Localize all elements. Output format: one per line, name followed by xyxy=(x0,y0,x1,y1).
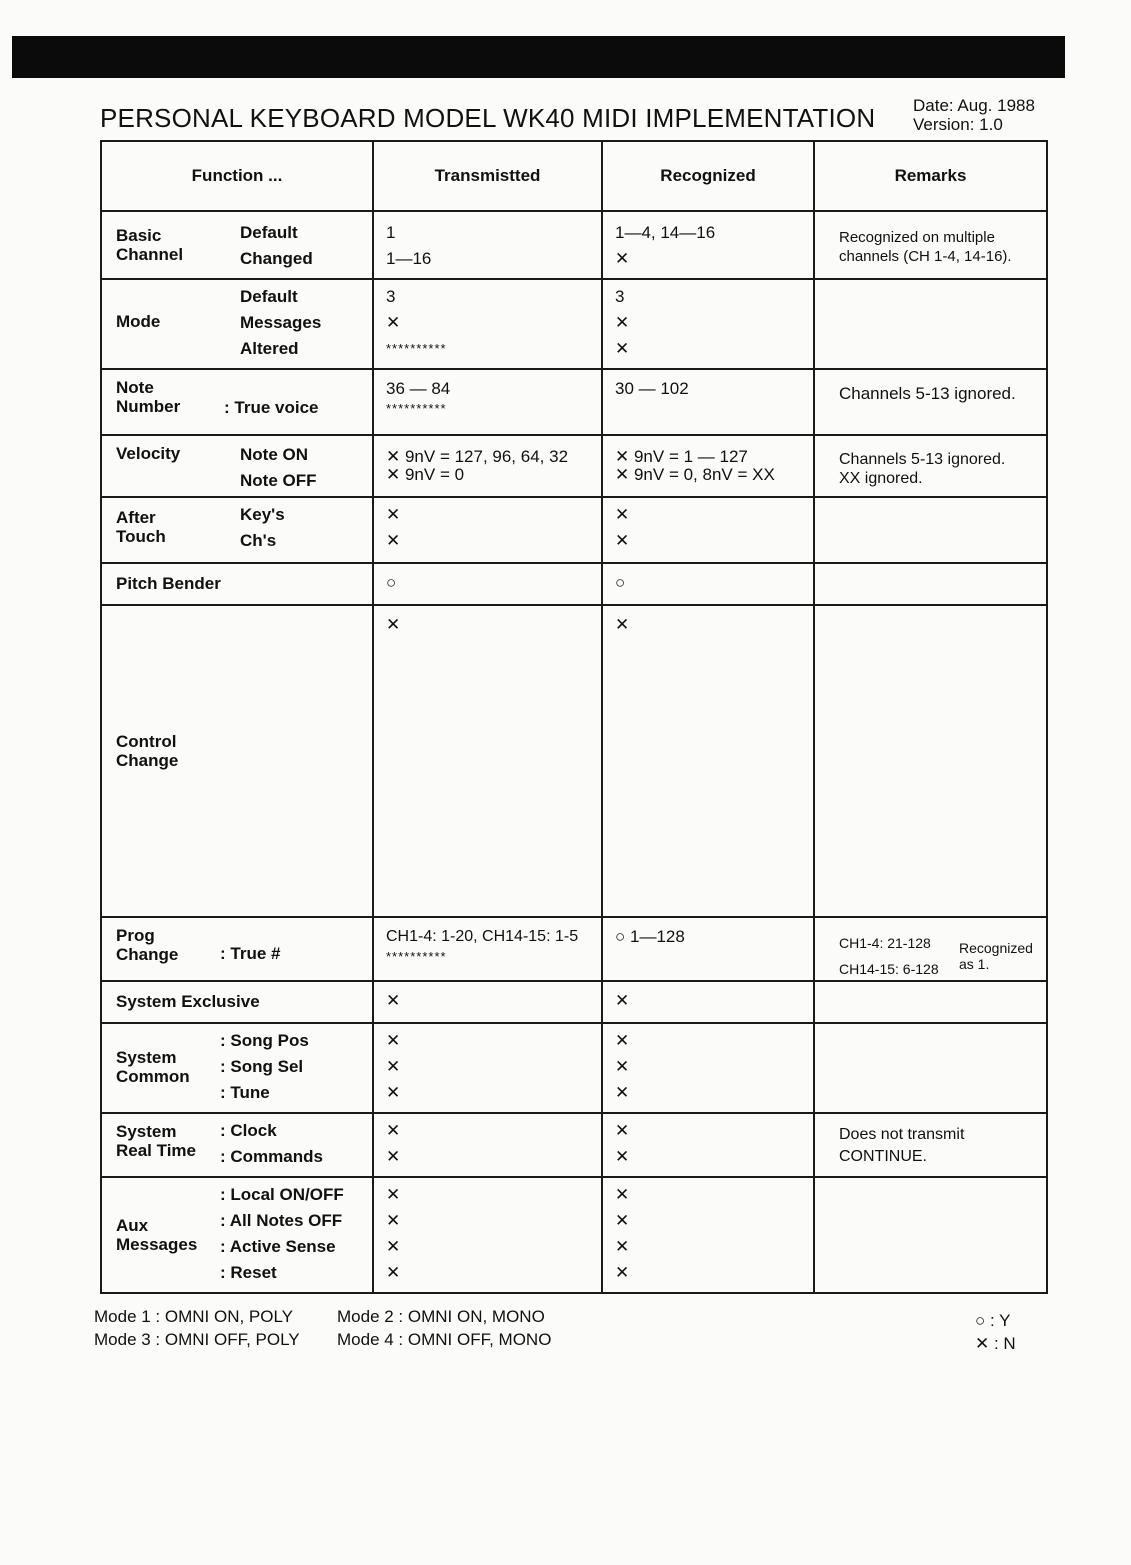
no-symbol: ✕ xyxy=(386,1147,401,1166)
page-title: PERSONAL KEYBOARD MODEL WK40 MIDI IMPLEMENTATION xyxy=(100,103,876,133)
no-symbol: ✕ xyxy=(615,505,630,524)
table-row-note-number xyxy=(101,369,1047,435)
mode-legend-left xyxy=(94,1305,300,1351)
yes-symbol: ○ xyxy=(615,573,626,592)
yes-symbol: ○ xyxy=(386,573,397,592)
mode-legend-right xyxy=(337,1305,551,1351)
no-symbol: ✕ xyxy=(615,991,630,1010)
sub-label: Default xyxy=(240,223,298,242)
no-symbol: ✕ xyxy=(386,505,401,524)
value-text: ✕ 9nV = 1 — 127 xyxy=(615,447,748,466)
date-label: Date: Aug. 1988 xyxy=(913,96,1035,115)
table-row-system-real-time xyxy=(101,1113,1047,1177)
function-cell xyxy=(101,497,373,563)
function-cell xyxy=(101,435,373,497)
sub-labels xyxy=(240,284,321,362)
table-row-system-exclusive xyxy=(101,981,1047,1023)
remarks-cell xyxy=(814,981,1047,1023)
table-row-velocity xyxy=(101,435,1047,497)
recognized-cell xyxy=(602,605,814,917)
row-label-prog-change: Prog Change xyxy=(116,926,179,964)
remarks-cell xyxy=(814,211,1047,279)
sub-label: Default xyxy=(240,287,298,306)
row-label-system-exclusive: System Exclusive xyxy=(116,992,260,1011)
no-symbol: ✕ xyxy=(615,313,630,332)
prog-recognized-note xyxy=(959,940,1033,972)
stars-text: ********** xyxy=(386,401,447,416)
no-symbol: ✕ xyxy=(615,615,630,634)
transmitted-cell xyxy=(373,369,602,435)
value-text: ✕ 9nV = 0 xyxy=(386,465,465,484)
sub-label: : Tune xyxy=(220,1083,270,1102)
function-cell xyxy=(101,605,373,917)
scan-header-bar xyxy=(12,36,1065,78)
recognized-cell xyxy=(602,917,814,981)
sub-label: : Clock xyxy=(220,1121,277,1140)
remark-text: XX ignored. xyxy=(839,470,923,487)
value-text: 30 — 102 xyxy=(615,379,689,398)
sub-label: Note OFF xyxy=(240,471,317,490)
no-symbol: ✕ xyxy=(615,1263,630,1282)
sub-label: : True voice xyxy=(224,398,319,417)
no-symbol: ✕ xyxy=(615,1121,630,1140)
no-symbol: ✕ xyxy=(386,1211,401,1230)
remarks-cell xyxy=(814,435,1047,497)
remark-text: Recognized xyxy=(959,940,1033,956)
table-row-system-common xyxy=(101,1023,1047,1113)
row-label-after-touch: After Touch xyxy=(116,508,166,546)
sub-labels xyxy=(220,1118,323,1170)
table-header-row xyxy=(101,141,1047,211)
function-cell xyxy=(101,1177,373,1293)
no-symbol: ✕ xyxy=(615,1031,630,1050)
remark-text: CH14-15: 6-128 xyxy=(839,961,939,977)
no-symbol: ✕ xyxy=(615,1237,630,1256)
transmitted-cell xyxy=(373,279,602,369)
remarks-cell xyxy=(814,369,1047,435)
stars-text: ********** xyxy=(386,341,447,356)
recognized-cell xyxy=(602,981,814,1023)
transmitted-cell xyxy=(373,211,602,279)
sub-label: Altered xyxy=(240,339,299,358)
column-header-function: Function ... xyxy=(101,141,373,211)
row-label-system-real-time: System Real Time xyxy=(116,1122,197,1160)
value-text: ○ 1—128 xyxy=(615,927,685,946)
recognized-cell xyxy=(602,211,814,279)
transmitted-cell xyxy=(373,981,602,1023)
remarks-cell xyxy=(814,1177,1047,1293)
no-symbol: ✕ xyxy=(386,1185,401,1204)
remarks-cell xyxy=(814,1023,1047,1113)
column-header-remarks: Remarks xyxy=(814,141,1047,211)
value-text: ✕ 9nV = 0, 8nV = XX xyxy=(615,465,775,484)
legend-yes: ○ : Y xyxy=(975,1311,1011,1330)
table-row-mode xyxy=(101,279,1047,369)
sub-label: Ch's xyxy=(240,531,277,550)
row-label-velocity: Velocity xyxy=(116,444,181,463)
value-text: CH1-4: 1-20, CH14-15: 1-5 xyxy=(386,928,579,945)
no-symbol: ✕ xyxy=(386,1237,401,1256)
transmitted-cell xyxy=(373,1177,602,1293)
function-cell xyxy=(101,917,373,981)
remarks-cell xyxy=(814,563,1047,605)
no-symbol: ✕ xyxy=(386,531,401,550)
version-label: Version: 1.0 xyxy=(913,115,1003,134)
mode1-text: Mode 1 : OMNI ON, POLY xyxy=(94,1307,294,1326)
no-symbol: ✕ xyxy=(615,1211,630,1230)
row-label-aux-messages: Aux Messages xyxy=(116,1216,198,1254)
remark-text: Recognized on multiple xyxy=(839,229,995,246)
transmitted-cell xyxy=(373,605,602,917)
value-text: 3 xyxy=(386,287,396,306)
function-cell xyxy=(101,279,373,369)
no-symbol: ✕ xyxy=(386,1031,401,1050)
midi-implementation-table xyxy=(100,140,1048,1294)
sub-label: Key's xyxy=(240,505,285,524)
remark-text: CONTINUE. xyxy=(839,1148,927,1165)
table-row-pitch-bender xyxy=(101,563,1047,605)
column-header-recognized: Recognized xyxy=(602,141,814,211)
sub-label: : Local ON/OFF xyxy=(220,1185,344,1204)
no-symbol: ✕ xyxy=(615,1147,630,1166)
remark-text: Does not transmit xyxy=(839,1126,965,1143)
value-text: 3 xyxy=(615,287,625,306)
row-label-basic-channel: Basic Channel xyxy=(116,226,184,264)
remark-text: CH1-4: 21-128 xyxy=(839,935,931,951)
function-cell xyxy=(101,981,373,1023)
no-symbol: ✕ xyxy=(615,1185,630,1204)
row-label-control-change: Control Change xyxy=(116,732,179,770)
transmitted-cell xyxy=(373,497,602,563)
remarks-cell xyxy=(814,279,1047,369)
transmitted-cell xyxy=(373,1113,602,1177)
sub-label: : Reset xyxy=(220,1263,277,1282)
no-symbol: ✕ xyxy=(386,313,401,332)
sub-labels xyxy=(240,442,317,494)
sub-label: : All Notes OFF xyxy=(220,1211,343,1230)
remark-text: Channels 5-13 ignored. xyxy=(839,384,1016,403)
table-row-control-change xyxy=(101,605,1047,917)
no-symbol: ✕ xyxy=(615,339,630,358)
stars-text: ********** xyxy=(386,949,447,964)
sub-label: : Song Pos xyxy=(220,1031,309,1050)
sub-labels xyxy=(240,502,285,554)
no-symbol: ✕ xyxy=(386,1083,401,1102)
transmitted-cell xyxy=(373,1023,602,1113)
value-text: 36 — 84 xyxy=(386,379,451,398)
remarks-cell xyxy=(814,497,1047,563)
document-meta xyxy=(913,96,1035,134)
no-symbol: ✕ xyxy=(386,1121,401,1140)
mode3-text: Mode 3 : OMNI OFF, POLY xyxy=(94,1330,300,1349)
remark-text: channels (CH 1-4, 14-16). xyxy=(839,248,1012,265)
recognized-cell xyxy=(602,435,814,497)
no-symbol: ✕ xyxy=(386,1057,401,1076)
recognized-cell xyxy=(602,369,814,435)
no-symbol: ✕ xyxy=(615,1083,630,1102)
symbol-legend xyxy=(975,1309,1016,1355)
row-label-pitch-bender: Pitch Bender xyxy=(116,574,221,593)
value-text: 1 xyxy=(386,223,396,242)
function-cell xyxy=(101,1113,373,1177)
sub-labels xyxy=(220,1182,344,1286)
column-header-transmitted: Transmistted xyxy=(373,141,602,211)
no-symbol: ✕ xyxy=(386,615,401,634)
sub-label: : True # xyxy=(220,944,281,963)
remark-text: Channels 5-13 ignored. xyxy=(839,451,1006,468)
recognized-cell xyxy=(602,497,814,563)
row-label-note-number: Note Number xyxy=(116,378,181,416)
function-cell xyxy=(101,1023,373,1113)
sub-label: : Active Sense xyxy=(220,1237,336,1256)
remarks-cell xyxy=(814,1113,1047,1177)
sub-labels xyxy=(220,1028,309,1106)
function-cell xyxy=(101,211,373,279)
transmitted-cell xyxy=(373,435,602,497)
row-label-system-common: System Common xyxy=(116,1048,190,1086)
no-symbol: ✕ xyxy=(386,1263,401,1282)
table-row-after-touch xyxy=(101,497,1047,563)
mode2-text: Mode 2 : OMNI ON, MONO xyxy=(337,1307,545,1326)
transmitted-cell xyxy=(373,563,602,605)
remark-text: as 1. xyxy=(959,956,990,972)
transmitted-cell xyxy=(373,917,602,981)
value-text: 1—16 xyxy=(386,249,432,268)
recognized-cell xyxy=(602,1113,814,1177)
no-symbol: ✕ xyxy=(615,1057,630,1076)
table-row-basic-channel xyxy=(101,211,1047,279)
no-symbol: ✕ xyxy=(386,991,401,1010)
recognized-cell xyxy=(602,1023,814,1113)
value-text: ✕ 9nV = 127, 96, 64, 32 xyxy=(386,447,569,466)
sub-label: Note ON xyxy=(240,445,308,464)
table-row-prog-change xyxy=(101,917,1047,981)
recognized-cell xyxy=(602,279,814,369)
function-cell xyxy=(101,563,373,605)
recognized-cell xyxy=(602,563,814,605)
mode4-text: Mode 4 : OMNI OFF, MONO xyxy=(337,1330,552,1349)
no-symbol: ✕ xyxy=(615,531,630,550)
row-label-mode: Mode xyxy=(116,312,161,331)
recognized-cell xyxy=(602,1177,814,1293)
legend-no: ✕ : N xyxy=(975,1334,1016,1353)
sub-label: Changed xyxy=(240,249,313,268)
remarks-cell xyxy=(814,917,1047,981)
sub-labels xyxy=(240,220,313,272)
sub-label: : Commands xyxy=(220,1147,323,1166)
sub-label: Messages xyxy=(240,313,322,332)
no-symbol: ✕ xyxy=(615,249,630,268)
value-text: 1—4, 14—16 xyxy=(615,223,716,242)
table-row-aux-messages xyxy=(101,1177,1047,1293)
function-cell xyxy=(101,369,373,435)
sub-label: : Song Sel xyxy=(220,1057,304,1076)
prog-channel-ranges xyxy=(839,930,939,982)
remarks-cell xyxy=(814,605,1047,917)
